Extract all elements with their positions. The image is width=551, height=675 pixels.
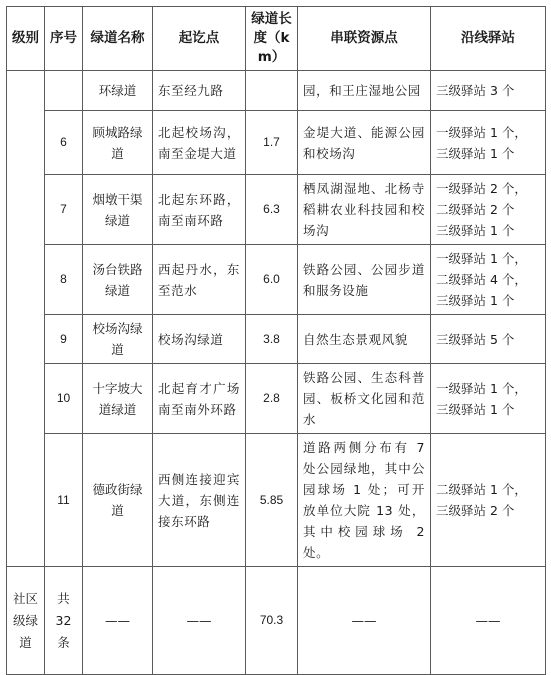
row-start-end: 北起校场沟，南至金堤大道 — [153, 111, 246, 175]
row-no: 7 — [45, 175, 83, 245]
header-row — [7, 7, 546, 71]
greenway-table — [6, 6, 546, 675]
row-no: 9 — [45, 315, 83, 364]
row-name: 汤台铁路绿道 — [83, 245, 153, 315]
table-row — [7, 245, 546, 315]
row-no: 6 — [45, 111, 83, 175]
total-posts: —— — [431, 567, 546, 675]
row-start-end: 西侧连接迎宾大道，东侧连接东环路 — [153, 434, 246, 567]
row-posts: 三级驿站 3 个 — [431, 71, 546, 111]
row-resources: 道路两侧分布有 7 处公园绿地，其中公园球场 1 处；可开放单位大院 13 处，其中校园球场 2 处。 — [298, 434, 431, 567]
header-no: 序号 — [45, 7, 83, 71]
row-no: 8 — [45, 245, 83, 315]
row-resources: 铁路公园、生态科普园、板桥文化园和范水 — [298, 364, 431, 434]
row-start-end: 东至经九路 — [153, 71, 246, 111]
row-name: 顾城路绿道 — [83, 111, 153, 175]
table-row — [7, 315, 546, 364]
total-length: 70.3 — [246, 567, 298, 675]
row-length: 6.3 — [246, 175, 298, 245]
total-count — [45, 567, 83, 675]
total-count-suffix: 条 — [57, 634, 70, 650]
row-posts: 一级驿站 1 个， 二级驿站 4 个， 三级驿站 1 个 — [431, 245, 546, 315]
total-count-prefix: 共 — [57, 590, 70, 606]
table-row — [7, 364, 546, 434]
row-length: 2.8 — [246, 364, 298, 434]
total-level: 社区级绿道 — [7, 567, 45, 675]
row-no — [45, 71, 83, 111]
row-resources: 自然生态景观风貌 — [298, 315, 431, 364]
total-name: —— — [83, 567, 153, 675]
row-no: 11 — [45, 434, 83, 567]
row-name: 环绿道 — [83, 71, 153, 111]
row-posts: 二级驿站 1 个， 三级驿站 2 个 — [431, 434, 546, 567]
total-resources: —— — [298, 567, 431, 675]
row-posts: 一级驿站 1 个， 三级驿站 1 个 — [431, 111, 546, 175]
table-row — [7, 175, 546, 245]
row-resources: 铁路公园、公园步道和服务设施 — [298, 245, 431, 315]
row-name: 烟墩干渠绿道 — [83, 175, 153, 245]
row-posts: 一级驿站 1 个， 三级驿站 1 个 — [431, 364, 546, 434]
table-row — [7, 111, 546, 175]
row-length — [246, 71, 298, 111]
header-resources: 串联资源点 — [298, 7, 431, 71]
row-start-end: 校场沟绿道 — [153, 315, 246, 364]
header-length: 绿道长度（km） — [246, 7, 298, 71]
row-length: 5.85 — [246, 434, 298, 567]
table-row — [7, 434, 546, 567]
total-count-value: 32 — [55, 612, 72, 628]
header-level: 级别 — [7, 7, 45, 71]
level-cell-empty — [7, 71, 45, 567]
row-posts: 三级驿站 5 个 — [431, 315, 546, 364]
row-length: 3.8 — [246, 315, 298, 364]
row-resources: 金堤大道、能源公园和校场沟 — [298, 111, 431, 175]
header-posts: 沿线驿站 — [431, 7, 546, 71]
row-posts: 一级驿站 2 个， 二级驿站 2 个 三级驿站 1 个 — [431, 175, 546, 245]
row-length: 1.7 — [246, 111, 298, 175]
row-resources: 栖凤湖湿地、北杨寺稻耕农业科技园和校场沟 — [298, 175, 431, 245]
total-row — [7, 567, 546, 675]
row-length: 6.0 — [246, 245, 298, 315]
row-start-end: 西起丹水，东至范水 — [153, 245, 246, 315]
total-start-end: —— — [153, 567, 246, 675]
row-name: 十字坡大道绿道 — [83, 364, 153, 434]
row-start-end: 北起育才广场南至南外环路 — [153, 364, 246, 434]
row-resources: 园，和王庄湿地公园 — [298, 71, 431, 111]
row-no: 10 — [45, 364, 83, 434]
row-start-end: 北起东环路，南至南环路 — [153, 175, 246, 245]
table-row — [7, 71, 546, 111]
row-name: 校场沟绿道 — [83, 315, 153, 364]
header-name: 绿道名称 — [83, 7, 153, 71]
row-name: 德政街绿道 — [83, 434, 153, 567]
header-start-end: 起讫点 — [153, 7, 246, 71]
